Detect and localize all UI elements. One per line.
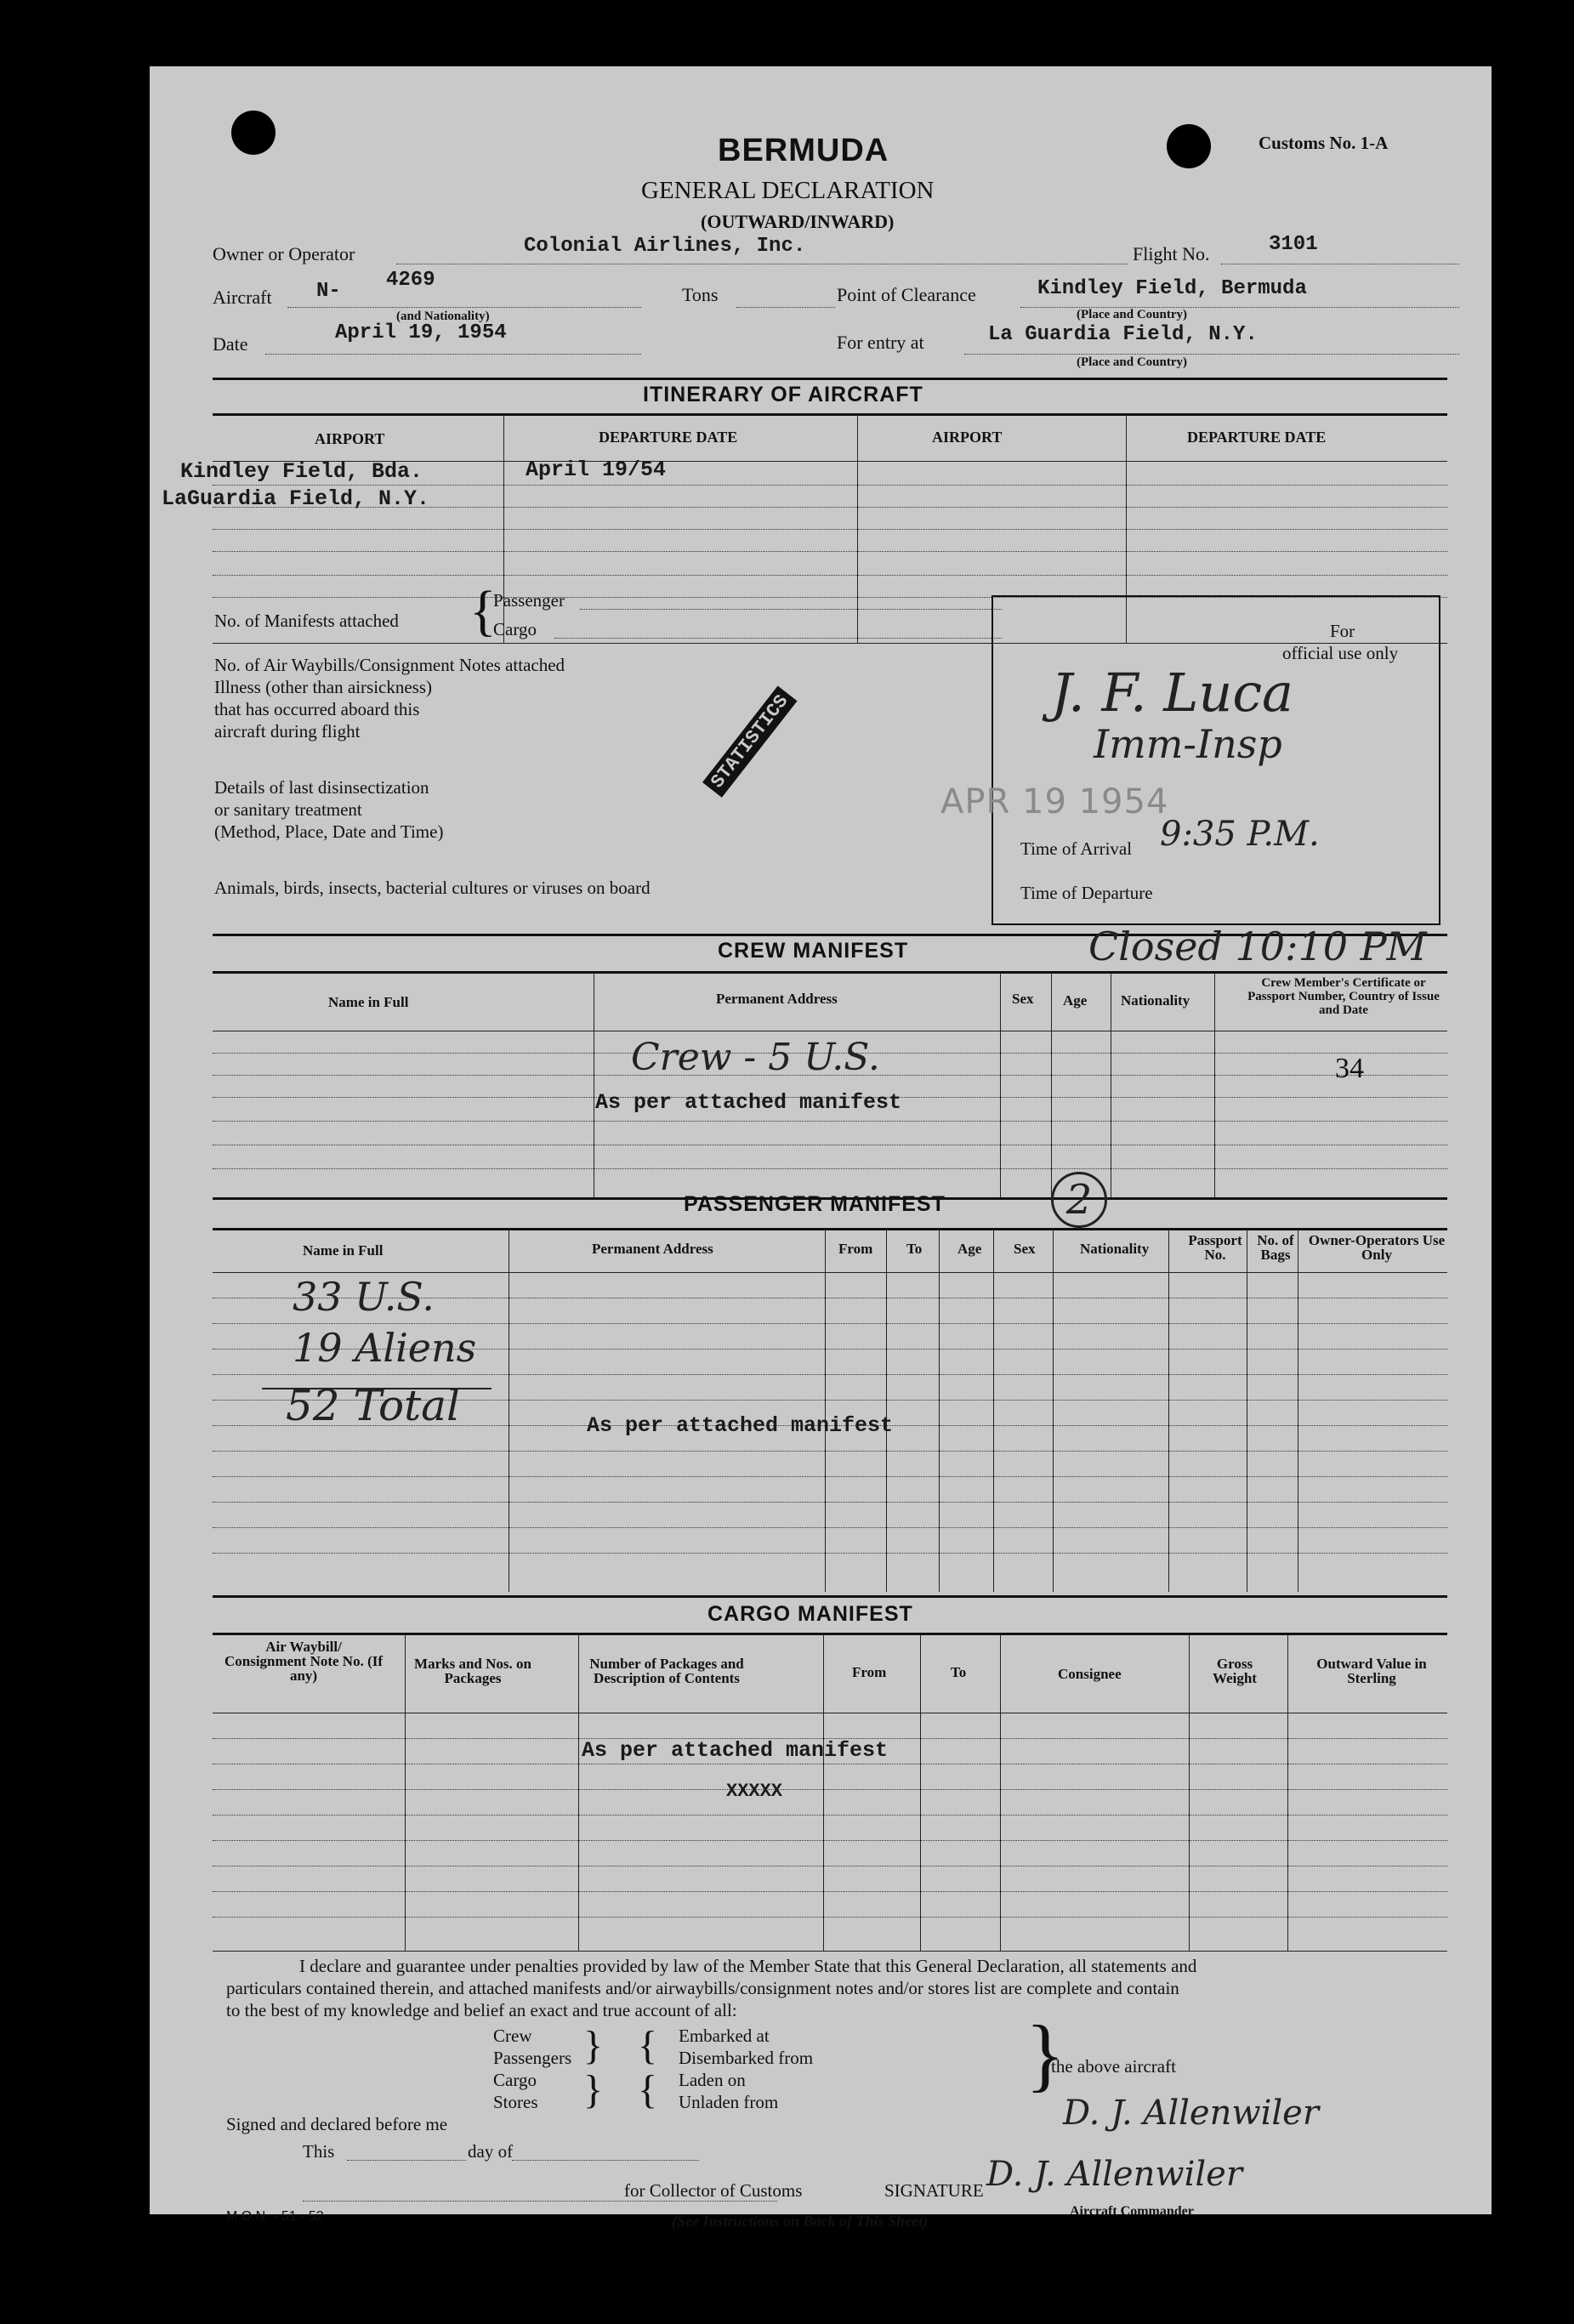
passenger-col-nationality: Nationality bbox=[1080, 1241, 1150, 1257]
form-subtitle: GENERAL DECLARATION bbox=[641, 177, 935, 204]
disinsect-line-3: (Method, Place, Date and Time) bbox=[214, 821, 444, 842]
departure-label: Time of Departure bbox=[1020, 883, 1153, 903]
passenger-hand-us: 33 U.S. bbox=[293, 1274, 435, 1320]
official-signature-1: J. F. Luca bbox=[1051, 662, 1294, 724]
decl-laden: Laden on bbox=[679, 2070, 746, 2090]
passenger-circled-number: 2 bbox=[1051, 1172, 1107, 1228]
passenger-col-name: Name in Full bbox=[303, 1242, 384, 1259]
punch-hole-right bbox=[1167, 124, 1211, 168]
passenger-hand-total: 52 Total bbox=[286, 1381, 460, 1430]
brace: } bbox=[1026, 2009, 1065, 2100]
form-title: BERMUDA bbox=[718, 133, 889, 168]
brace: } bbox=[583, 2023, 604, 2068]
form-code: M.O.N. - 51 - 52 bbox=[226, 2209, 324, 2224]
brace: { bbox=[469, 580, 497, 642]
official-signature-2: Imm-Insp bbox=[1094, 721, 1282, 767]
decl-unladen: Unladen from bbox=[679, 2092, 779, 2112]
place-country-note-1: (Place and Country) bbox=[1077, 308, 1187, 321]
itinerary-row1-airport: Kindley Field, Bda. bbox=[180, 459, 423, 484]
cargo-col-from: From bbox=[852, 1664, 887, 1680]
crew-col-nationality: Nationality bbox=[1121, 992, 1190, 1009]
disinsect-line-1: Details of last disinsectization bbox=[214, 777, 429, 798]
cargo-typed-entry: As per attached manifest bbox=[582, 1738, 889, 1763]
cargo-struck-entry: XXXXX bbox=[726, 1781, 783, 1802]
decl-this: This bbox=[303, 2141, 335, 2162]
passenger-col-sex: Sex bbox=[1014, 1241, 1036, 1257]
crew-col-name: Name in Full bbox=[328, 994, 409, 1010]
passenger-col-address: Permanent Address bbox=[592, 1241, 713, 1257]
arrival-value: 9:35 P.M. bbox=[1160, 815, 1320, 854]
cargo-label: Cargo bbox=[493, 619, 537, 639]
brace: } bbox=[583, 2067, 604, 2112]
commander-signature-2: D. J. Allenwiler bbox=[986, 2155, 1242, 2194]
itinerary-col-departure-1: DEPARTURE DATE bbox=[599, 429, 738, 446]
punch-hole-left bbox=[231, 111, 276, 155]
decl-cargo: Cargo bbox=[493, 2070, 537, 2090]
itinerary-title: ITINERARY OF AIRCRAFT bbox=[643, 383, 923, 406]
declaration-line-3: to the best of my knowledge and belief an exact and true account of all: bbox=[226, 2000, 737, 2020]
crew-typed-entry: As per attached manifest bbox=[595, 1090, 902, 1115]
decl-crew: Crew bbox=[493, 2026, 532, 2046]
itinerary-col-airport-1: AIRPORT bbox=[315, 430, 385, 447]
decl-instructions: (See Instructions on Back of This Sheet) bbox=[672, 2213, 929, 2230]
decl-disembarked: Disembarked from bbox=[679, 2048, 814, 2068]
date-label: Date bbox=[213, 333, 248, 355]
nationality-note: (and Nationality) bbox=[396, 310, 490, 323]
entry-value: La Guardia Field, N.Y. bbox=[988, 323, 1258, 346]
arrival-label: Time of Arrival bbox=[1020, 838, 1133, 859]
cargo-col-consignee: Consignee bbox=[1058, 1666, 1122, 1682]
cargo-col-marks: Marks and Nos. on Packages bbox=[414, 1656, 531, 1686]
cargo-title: CARGO MANIFEST bbox=[707, 1602, 913, 1626]
decl-signature-label: SIGNATURE bbox=[884, 2180, 984, 2201]
aircraft-value: 4269 bbox=[386, 269, 435, 292]
crew-col-age: Age bbox=[1063, 992, 1088, 1009]
crew-title: CREW MANIFEST bbox=[718, 939, 909, 963]
owner-value: Colonial Airlines, Inc. bbox=[524, 235, 806, 258]
aircraft-prefix: N- bbox=[316, 280, 341, 303]
declaration-line-2: particulars contained therein, and attached manifests and/or airwaybills/consignment notes and/or stores list are complete and contain bbox=[226, 1978, 1179, 1998]
illness-line-3: aircraft during flight bbox=[214, 721, 361, 742]
illness-line-2: that has occurred aboard this bbox=[214, 699, 420, 719]
passenger-typed-entry: As per attached manifest bbox=[587, 1413, 894, 1438]
decl-embarked: Embarked at bbox=[679, 2026, 770, 2046]
decl-commander: Aircraft Commander bbox=[1070, 2204, 1194, 2219]
date-value: April 19, 1954 bbox=[335, 321, 507, 344]
cargo-col-packages: Number of Packages and Description of Contents bbox=[589, 1656, 744, 1686]
itinerary-col-airport-2: AIRPORT bbox=[932, 429, 1003, 446]
passenger-col-passport: Passport No. bbox=[1188, 1232, 1242, 1263]
brace: { bbox=[638, 2023, 658, 2068]
passenger-col-age: Age bbox=[957, 1241, 982, 1257]
flight-label: Flight No. bbox=[1133, 243, 1210, 264]
decl-collector: for Collector of Customs bbox=[624, 2180, 803, 2201]
decl-above-aircraft: the above aircraft bbox=[1051, 2056, 1176, 2077]
illness-line-1: Illness (other than airsickness) bbox=[214, 677, 433, 697]
crew-col-sex: Sex bbox=[1012, 991, 1034, 1007]
decl-passengers: Passengers bbox=[493, 2048, 572, 2068]
decl-day-of: day of bbox=[468, 2141, 514, 2162]
form-direction: (OUTWARD/INWARD) bbox=[701, 211, 895, 232]
itinerary-col-departure-2: DEPARTURE DATE bbox=[1187, 429, 1327, 446]
declaration-line-1: I declare and guarantee under penalties provided by law of the Member State that this General Declaration, all statements and bbox=[299, 1956, 1197, 1976]
animals-label: Animals, birds, insects, bacterial cultures or viruses on board bbox=[214, 878, 651, 898]
entry-label: For entry at bbox=[837, 332, 924, 353]
crew-col-certificate: Crew Member's Certificate or Passport Number, Country of Issue and Date bbox=[1247, 976, 1440, 1017]
place-country-note-2: (Place and Country) bbox=[1077, 355, 1187, 369]
tons-label: Tons bbox=[682, 284, 719, 305]
decl-signed: Signed and declared before me bbox=[226, 2114, 448, 2134]
declaration-form bbox=[150, 66, 1492, 2230]
form-number: Customs No. 1-A bbox=[1259, 133, 1389, 153]
passenger-col-to: To bbox=[906, 1241, 923, 1257]
itinerary-row1-date: April 19/54 bbox=[526, 457, 667, 482]
clearance-value: Kindley Field, Bermuda bbox=[1037, 277, 1307, 300]
cargo-col-weight: Gross Weight bbox=[1213, 1656, 1257, 1686]
crew-col-address: Permanent Address bbox=[716, 991, 838, 1007]
official-use-label: official use only bbox=[1282, 643, 1399, 663]
brace: { bbox=[638, 2067, 658, 2112]
passenger-title: PASSENGER MANIFEST bbox=[684, 1192, 946, 1216]
waybills-label: No. of Air Waybills/Consignment Notes attached bbox=[214, 655, 565, 675]
statistics-stamp: STATISTICS bbox=[702, 686, 798, 798]
passenger-col-bags: No. of Bags bbox=[1257, 1232, 1294, 1263]
passenger-col-from: From bbox=[838, 1241, 873, 1257]
cargo-col-value: Outward Value in Sterling bbox=[1316, 1656, 1427, 1686]
passenger-hand-aliens: 19 Aliens bbox=[293, 1325, 477, 1371]
clearance-label: Point of Clearance bbox=[837, 284, 976, 305]
disinsect-line-2: or sanitary treatment bbox=[214, 799, 362, 820]
cargo-col-waybill: Air Waybill/ Consignment Note No. (If any) bbox=[224, 1639, 384, 1684]
passenger-label: Passenger bbox=[493, 590, 565, 611]
itinerary-row2-airport: LaGuardia Field, N.Y. bbox=[162, 486, 430, 511]
crew-hand-entry: Crew - 5 U.S. bbox=[631, 1036, 880, 1079]
manifests-label: No. of Manifests attached bbox=[214, 611, 399, 631]
official-for-label: For bbox=[1330, 621, 1355, 641]
commander-signature-1: D. J. Allenwiler bbox=[1063, 2094, 1319, 2133]
cargo-col-to: To bbox=[951, 1664, 967, 1680]
date-stamp: APR 19 1954 bbox=[940, 782, 1169, 821]
passenger-col-owner: Owner-Operators Use Only bbox=[1308, 1232, 1446, 1263]
owner-label: Owner or Operator bbox=[213, 243, 355, 264]
aircraft-label: Aircraft bbox=[213, 287, 272, 308]
flight-value: 3101 bbox=[1269, 233, 1318, 256]
crew-closed-note: Closed 10:10 PM bbox=[1088, 923, 1427, 969]
decl-stores: Stores bbox=[493, 2092, 538, 2112]
crew-count: 34 bbox=[1335, 1053, 1364, 1084]
